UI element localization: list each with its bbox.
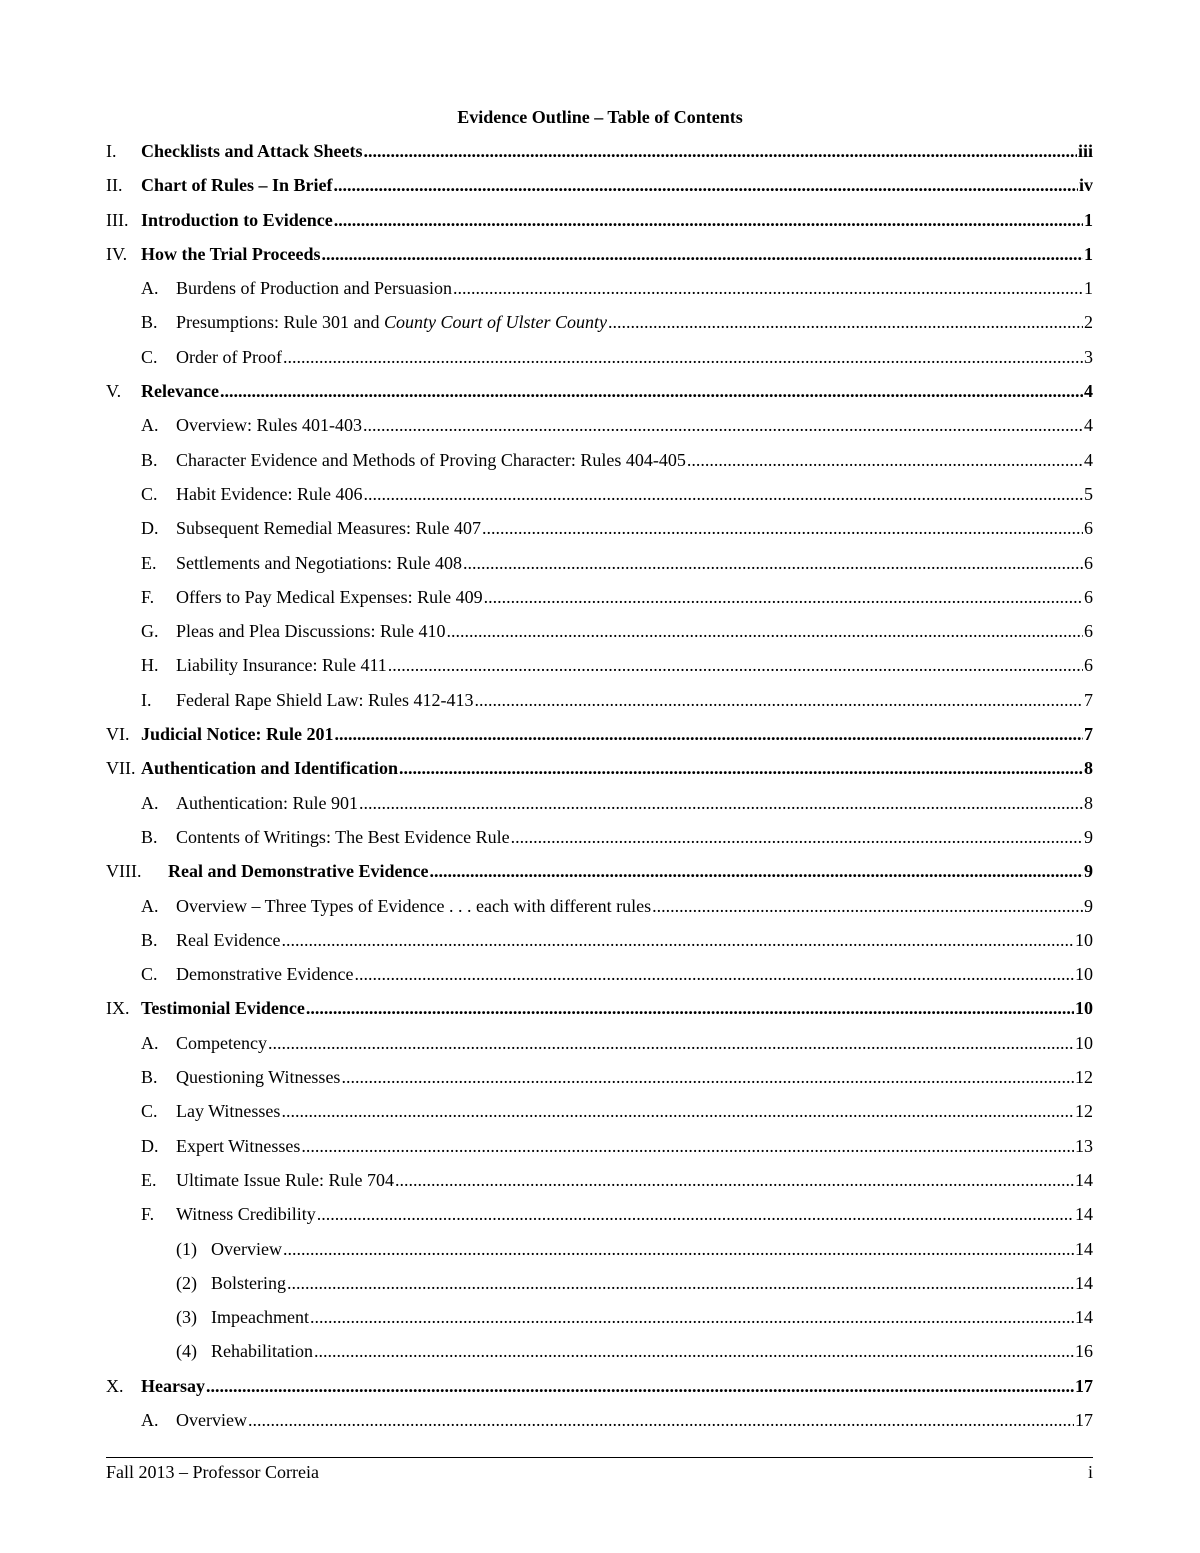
toc-entry[interactable] (106, 618, 1093, 652)
dot-leader (310, 1304, 1074, 1330)
toc-entry-title-text: Overview: Rules 401-403 (176, 415, 362, 436)
toc-entry-title (176, 1030, 267, 1056)
dot-leader (446, 618, 1083, 644)
dot-leader (608, 309, 1083, 335)
toc-entry[interactable] (106, 824, 1093, 858)
toc-entry-number: A. (141, 278, 159, 299)
toc-entry-number: E. (141, 1169, 157, 1190)
dot-leader (301, 1133, 1074, 1159)
toc-entry-title-text: Judicial Notice: Rule 201 (141, 724, 334, 745)
dot-leader (484, 584, 1083, 610)
toc-entry-title-text: Introduction to Evidence (141, 209, 333, 230)
toc-entry-number: (2) (176, 1272, 197, 1293)
toc-entry-title-text: Witness Credibility (176, 1204, 316, 1225)
toc-entry-title-text: Authentication and Identification (141, 758, 399, 779)
toc-entry-title-text: Chart of Rules – In Brief (141, 175, 333, 196)
toc-entry-page: 12 (1075, 1101, 1093, 1122)
toc-entry[interactable] (106, 1030, 1093, 1064)
toc-entry-number: G. (141, 621, 159, 642)
dot-leader (354, 961, 1074, 987)
toc-entry-number: A. (141, 1032, 159, 1053)
toc-entry-title-text: Demonstrative Evidence (176, 964, 354, 985)
toc-entry-number: I. (141, 689, 152, 710)
toc-entry[interactable] (106, 1098, 1093, 1132)
toc-entry-number: A. (141, 415, 159, 436)
toc-entry-title (141, 995, 305, 1021)
toc-entry-number: X. (106, 1375, 124, 1396)
toc-entry-title-text: Overview (211, 1238, 282, 1259)
toc-entry[interactable] (106, 961, 1093, 995)
toc-entry[interactable] (106, 241, 1093, 275)
dot-leader (283, 344, 1083, 370)
toc-entry-title-text: Lay Witnesses (176, 1101, 281, 1122)
toc-entry-page: 6 (1084, 621, 1093, 642)
toc-entry-page: 6 (1084, 586, 1093, 607)
toc-entry-page: 3 (1084, 346, 1093, 367)
toc-entry-page: 9 (1084, 861, 1093, 882)
toc-entry-number: A. (141, 1409, 159, 1430)
toc-entry[interactable] (106, 412, 1093, 446)
toc-entry-title-text: Testimonial Evidence (141, 998, 305, 1019)
toc-entry-page: 14 (1075, 1238, 1093, 1259)
toc-entry-page: 10 (1075, 929, 1093, 950)
toc-entry-title (176, 824, 510, 850)
toc-entry-number: B. (141, 929, 158, 950)
toc-entry-page: 6 (1084, 655, 1093, 676)
toc-entry-page: 1 (1084, 209, 1093, 230)
toc-entry-number: (4) (176, 1341, 197, 1362)
toc-entry-title-text: Real and Demonstrative Evidence (168, 861, 429, 882)
dot-leader (482, 515, 1083, 541)
toc-entry-title (141, 1373, 205, 1399)
dot-leader (474, 687, 1083, 713)
toc-entry-page: 13 (1075, 1135, 1093, 1156)
toc-entry[interactable] (106, 893, 1093, 927)
toc-entry-number: C. (141, 964, 158, 985)
dot-leader (341, 1064, 1074, 1090)
toc-entry-page: 9 (1084, 895, 1093, 916)
toc-entry[interactable] (106, 138, 1093, 172)
toc-entry-number: C. (141, 1101, 158, 1122)
toc-entry-number: VII. (106, 758, 136, 779)
toc-entry-title-text: Questioning Witnesses (176, 1067, 341, 1088)
footer-course-label: Fall 2013 – Professor Correia (106, 1462, 319, 1482)
dot-leader (363, 412, 1083, 438)
toc-entry-page: 4 (1084, 449, 1093, 470)
toc-entry-page: 8 (1084, 792, 1093, 813)
toc-entry-title-text: Subsequent Remedial Measures: Rule 407 (176, 518, 481, 539)
toc-entry-number: B. (141, 826, 158, 847)
dot-leader (334, 207, 1083, 233)
toc-entry-page: 1 (1084, 278, 1093, 299)
toc-entry-title-text: Pleas and Plea Discussions: Rule 410 (176, 621, 446, 642)
toc-entry-title-text: Relevance (141, 381, 219, 402)
dot-leader (283, 1236, 1074, 1262)
toc-entry-title (176, 1167, 394, 1193)
toc-entry-title (211, 1338, 313, 1364)
toc-entry-title (211, 1270, 286, 1296)
toc-entry-number: C. (141, 346, 158, 367)
toc-entry-title (141, 241, 320, 267)
toc-entry-page: 17 (1075, 1409, 1093, 1430)
dot-leader (463, 550, 1083, 576)
toc-entry-case-name: County Court of Ulster County (384, 312, 608, 333)
toc-entry[interactable] (106, 1407, 1093, 1441)
toc-entry-title (211, 1236, 282, 1262)
toc-entry-title (176, 1064, 340, 1090)
toc-entry[interactable] (106, 1236, 1093, 1270)
dot-leader (359, 790, 1083, 816)
dot-leader (281, 927, 1074, 953)
dot-leader (511, 824, 1083, 850)
toc-entry[interactable] (106, 652, 1093, 686)
toc-entry-title-text: Order of Proof (176, 346, 282, 367)
toc-entry[interactable] (106, 550, 1093, 584)
dot-leader (687, 447, 1083, 473)
dot-leader (317, 1201, 1074, 1227)
toc-entry-page: 14 (1075, 1204, 1093, 1225)
toc-entry-page: 1 (1084, 243, 1093, 264)
dot-leader (306, 995, 1074, 1021)
toc-entry-number: I. (106, 141, 117, 161)
toc-entry-title (176, 344, 282, 370)
toc-entry-title (176, 1407, 247, 1433)
toc-entry[interactable] (106, 481, 1093, 515)
toc-entry-title-text: How the Trial Proceeds (141, 243, 321, 264)
page-title: Evidence Outline – Table of Contents (457, 107, 743, 127)
dot-leader (248, 1407, 1074, 1433)
toc-entry-page: 16 (1075, 1341, 1093, 1362)
toc-entry-title (141, 378, 219, 404)
toc-entry-title (141, 207, 333, 233)
toc-entry-page: 17 (1075, 1375, 1093, 1396)
toc-entry[interactable] (106, 1304, 1093, 1338)
toc-entry-title-text: Impeachment (211, 1307, 309, 1328)
toc-entry-page: 4 (1084, 381, 1093, 402)
toc-entry-number: IX. (106, 998, 130, 1019)
toc-entry-number: D. (141, 518, 159, 539)
toc-entry-number: IV. (106, 243, 128, 264)
toc-entry[interactable] (106, 927, 1093, 961)
toc-entry-title (176, 1098, 280, 1124)
dot-leader (429, 858, 1083, 884)
toc-entry-page: 2 (1084, 312, 1093, 333)
toc-entry-title-text: Character Evidence and Methods of Proving Character: Rules 404-405 (176, 449, 686, 470)
footer-divider (106, 1457, 1093, 1458)
toc-entry-number: VIII. (106, 861, 142, 882)
toc-entry-title (176, 618, 445, 644)
dot-leader (363, 481, 1083, 507)
toc-entry[interactable] (106, 1338, 1093, 1372)
toc-entry-number: VI. (106, 724, 130, 745)
toc-entry[interactable] (106, 1270, 1093, 1304)
dot-leader (281, 1098, 1074, 1124)
toc-entry-number: B. (141, 1067, 158, 1088)
toc-entry[interactable] (106, 309, 1093, 343)
toc-entry-title (176, 961, 353, 987)
toc-entry[interactable] (106, 1201, 1093, 1235)
toc-entry-page: 9 (1084, 826, 1093, 847)
toc-entry-title-text: Competency (176, 1032, 267, 1053)
toc-entry-title (176, 447, 686, 473)
toc-entry-title-text: Bolstering (211, 1272, 286, 1293)
toc-entry-title-text: Expert Witnesses (176, 1135, 301, 1156)
toc-entry[interactable] (106, 1064, 1093, 1098)
toc-entry-title (211, 1304, 309, 1330)
table-of-contents (106, 138, 1093, 1441)
toc-entry[interactable] (106, 584, 1093, 618)
toc-entry-page: 6 (1084, 552, 1093, 573)
toc-entry-title (141, 721, 333, 747)
toc-entry-title (176, 1133, 300, 1159)
toc-entry-page: 7 (1084, 724, 1093, 745)
toc-entry-title-text: Overview – Three Types of Evidence . . . each with different rules (176, 895, 652, 916)
toc-entry[interactable] (106, 1373, 1093, 1407)
toc-entry-number: V. (106, 381, 122, 402)
dot-leader (287, 1270, 1074, 1296)
toc-entry[interactable] (106, 172, 1093, 206)
toc-entry-title (176, 1201, 316, 1227)
toc-entry-title-text: Federal Rape Shield Law: Rules 412-413 (176, 689, 474, 710)
toc-entry-number: II. (106, 175, 123, 196)
toc-entry-title-text: Liability Insurance: Rule 411 (176, 655, 387, 676)
dot-leader (453, 275, 1083, 301)
toc-entry-title-text: Real Evidence (176, 929, 281, 950)
toc-entry-title-text: Rehabilitation (211, 1341, 313, 1362)
toc-entry-title-text: Offers to Pay Medical Expenses: Rule 409 (176, 586, 483, 607)
toc-entry[interactable] (106, 721, 1093, 755)
toc-entry-number: B. (141, 312, 158, 333)
dot-leader (206, 1373, 1074, 1399)
toc-entry-number: D. (141, 1135, 159, 1156)
toc-entry-title-text: Checklists and Attack Sheets (141, 141, 363, 161)
toc-entry[interactable] (106, 755, 1093, 789)
toc-entry-title-text: Burdens of Production and Persuasion (176, 278, 452, 299)
toc-entry-title (176, 652, 387, 678)
toc-entry-title-text: Authentication: Rule 901 (176, 792, 358, 813)
toc-entry-page: 14 (1075, 1169, 1093, 1190)
toc-entry[interactable] (106, 378, 1093, 412)
toc-entry[interactable] (106, 1167, 1093, 1201)
toc-entry-title-text: Overview (176, 1409, 247, 1430)
dot-leader (321, 241, 1083, 267)
footer-page-number: i (1087, 1462, 1093, 1482)
toc-entry-title (141, 755, 398, 781)
toc-entry-title (168, 858, 428, 884)
toc-entry-number: H. (141, 655, 159, 676)
dot-leader (395, 1167, 1074, 1193)
toc-entry-title (176, 412, 362, 438)
toc-entry-page: 12 (1075, 1067, 1093, 1088)
toc-entry-page: 10 (1075, 998, 1093, 1019)
toc-entry-page: 8 (1084, 758, 1093, 779)
toc-entry-number: F. (141, 1204, 155, 1225)
toc-entry-title (176, 481, 362, 507)
toc-entry-page: 14 (1075, 1272, 1093, 1293)
dot-leader (388, 652, 1083, 678)
toc-entry-title (176, 584, 483, 610)
toc-entry-title (141, 138, 363, 164)
toc-entry[interactable] (106, 790, 1093, 824)
toc-entry-page: 4 (1084, 415, 1093, 436)
toc-entry-title (176, 309, 607, 335)
toc-entry-title (141, 172, 333, 198)
toc-entry-page: iv (1078, 175, 1093, 196)
dot-leader (364, 138, 1077, 164)
toc-entry-page: 10 (1075, 1032, 1093, 1053)
toc-entry[interactable] (106, 515, 1093, 549)
dot-leader (220, 378, 1083, 404)
toc-entry-number: B. (141, 449, 158, 470)
toc-entry-number: A. (141, 792, 159, 813)
toc-entry-number: A. (141, 895, 159, 916)
dot-leader (334, 721, 1083, 747)
toc-entry-page: 5 (1084, 483, 1093, 504)
toc-entry-title-text: Settlements and Negotiations: Rule 408 (176, 552, 462, 573)
toc-entry-title-text: Ultimate Issue Rule: Rule 704 (176, 1169, 394, 1190)
toc-entry-title (176, 687, 473, 713)
toc-entry-title (176, 927, 280, 953)
toc-entry-title-text: Contents of Writings: The Best Evidence Rule (176, 826, 510, 847)
toc-entry-title-text: Presumptions: Rule 301 and (176, 312, 384, 333)
toc-entry-title-text: Hearsay (141, 1375, 205, 1396)
toc-entry-title (176, 893, 651, 919)
dot-leader (334, 172, 1078, 198)
toc-entry[interactable] (106, 207, 1093, 241)
toc-entry-title (176, 790, 358, 816)
toc-entry[interactable] (106, 447, 1093, 481)
dot-leader (399, 755, 1083, 781)
toc-entry-page: 6 (1084, 518, 1093, 539)
toc-entry-page: 10 (1075, 964, 1093, 985)
toc-entry[interactable] (106, 995, 1093, 1029)
toc-entry[interactable] (106, 687, 1093, 721)
dot-leader (314, 1338, 1074, 1364)
dot-leader (268, 1030, 1074, 1056)
toc-entry-page: 7 (1084, 689, 1093, 710)
toc-entry-number: E. (141, 552, 157, 573)
dot-leader (652, 893, 1083, 919)
toc-entry-number: (1) (176, 1238, 197, 1259)
toc-entry-title (176, 275, 452, 301)
toc-entry-number: (3) (176, 1307, 197, 1328)
toc-entry-number: F. (141, 586, 155, 607)
toc-entry-title (176, 550, 462, 576)
toc-entry[interactable] (106, 344, 1093, 378)
toc-entry-number: III. (106, 209, 129, 230)
toc-entry-title-text: Habit Evidence: Rule 406 (176, 483, 363, 504)
toc-entry-number: C. (141, 483, 158, 504)
toc-entry-page: 14 (1075, 1307, 1093, 1328)
toc-entry[interactable] (106, 275, 1093, 309)
toc-entry-title (176, 515, 481, 541)
toc-entry-page: iii (1077, 141, 1093, 161)
toc-entry[interactable] (106, 1133, 1093, 1167)
toc-entry[interactable] (106, 858, 1093, 892)
